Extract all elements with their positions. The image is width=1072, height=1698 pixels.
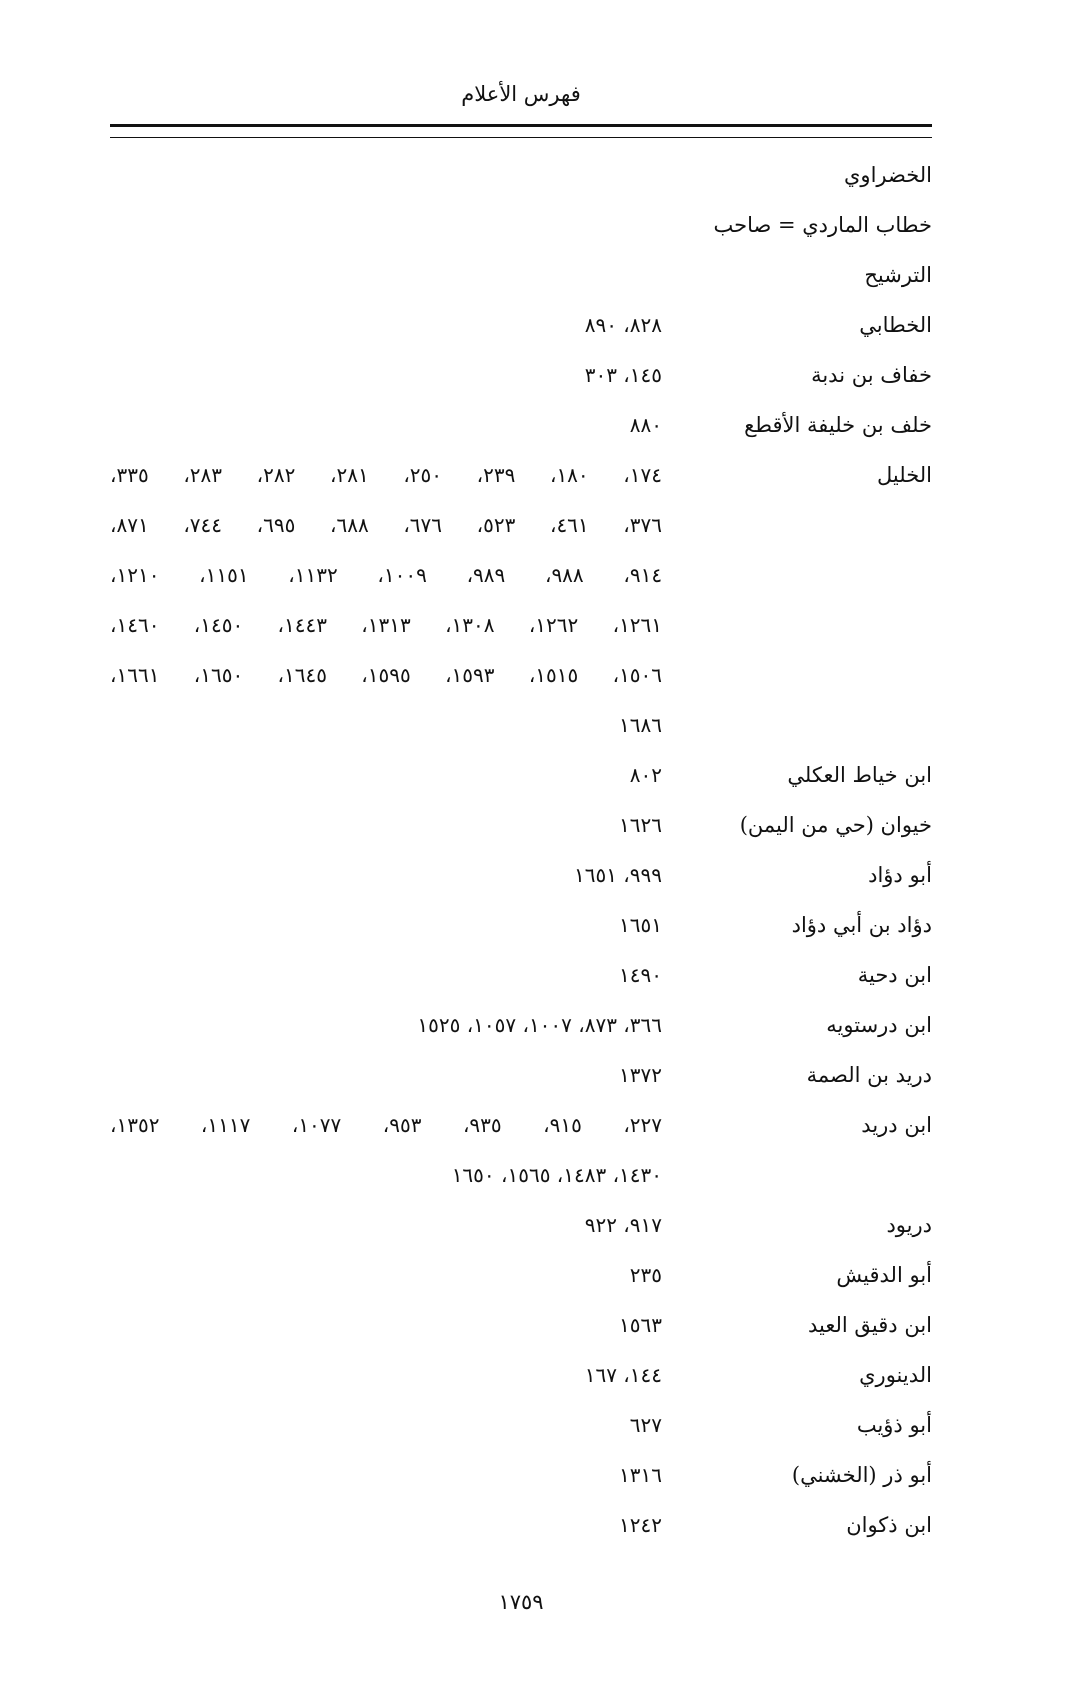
index-entry — [110, 950, 932, 1000]
page-numbers-line: ٩٩٩، ١٦٥١ — [573, 863, 662, 887]
index-entry — [110, 1500, 932, 1550]
index-list — [110, 150, 932, 1550]
page-numbers-line: ٢٢٧، ٩١٥، ٩٣٥، ٩٥٣، ١٠٧٧، ١١١٧، ١٣٥٢، — [110, 1113, 663, 1137]
index-entry — [110, 250, 932, 300]
entry-name: ابن درستويه — [826, 1013, 932, 1037]
page-number: ١٧٥٩ — [498, 1590, 544, 1614]
index-entry — [110, 1000, 932, 1050]
page-header-title: فهرس الأعلام — [461, 82, 581, 106]
entry-name: خيوان (حي من اليمن) — [739, 813, 932, 837]
entry-name: أبو ذر (الخشني) — [791, 1463, 932, 1487]
index-entry — [110, 1200, 932, 1250]
entry-name: ابن خياط العكلي — [787, 763, 932, 787]
entry-pages — [110, 150, 662, 200]
page-numbers-line: ١٣١٦ — [619, 1463, 662, 1487]
index-entry — [110, 1250, 932, 1300]
entry-name: ابن دريد — [861, 1113, 932, 1137]
index-entry — [110, 1100, 932, 1200]
entry-name: الترشيح — [864, 263, 932, 287]
entry-name: دريود — [886, 1213, 932, 1237]
entry-pages — [110, 1200, 662, 1250]
index-entry — [110, 400, 932, 450]
header-rule-thick — [110, 124, 932, 127]
page-numbers-line: ١٥٦٣ — [619, 1313, 662, 1337]
entry-pages — [110, 850, 662, 900]
entry-pages — [110, 350, 662, 400]
entry-pages — [110, 1400, 662, 1450]
entry-name: ابن ذكوان — [846, 1513, 932, 1537]
header-rule-thin — [110, 137, 932, 138]
page-numbers-line: ٩١٤، ٩٨٨، ٩٨٩، ١٠٠٩، ١١٣٢، ١١٥١، ١٢١٠، — [110, 563, 663, 587]
entry-pages — [110, 1050, 662, 1100]
index-entry — [110, 150, 932, 200]
entry-name: ابن دحية — [857, 963, 932, 987]
entry-name: دريد بن الصمة — [806, 1063, 932, 1087]
page-numbers-line: ١٦٥١ — [619, 913, 662, 937]
page-numbers-line: ١٤٣٠، ١٤٨٣، ١٥٦٥، ١٦٥٠ — [451, 1163, 662, 1187]
entry-pages — [110, 1500, 662, 1550]
entry-name: أبو دؤاد — [868, 863, 932, 887]
entry-name: أبو ذؤيب — [856, 1413, 932, 1437]
index-entry — [110, 800, 932, 850]
page-numbers-line: ١٥٠٦، ١٥١٥، ١٥٩٣، ١٥٩٥، ١٦٤٥، ١٦٥٠، ١٦٦١، — [110, 663, 663, 687]
entry-pages — [110, 1000, 662, 1050]
page-numbers-line: ٢٣٥ — [629, 1263, 662, 1287]
page-numbers-line: ٨٨٠ — [629, 413, 662, 437]
entry-name: ابن دقيق العيد — [808, 1313, 932, 1337]
entry-pages — [110, 1450, 662, 1500]
page-numbers-line: ١٤٩٠ — [619, 963, 662, 987]
index-entry — [110, 850, 932, 900]
page-numbers-line: ١٤٤، ١٦٧ — [584, 1363, 662, 1387]
page-numbers-line: ١٢٤٢ — [619, 1513, 662, 1537]
entry-pages — [110, 400, 662, 450]
entry-name: الخضراوي — [844, 163, 932, 187]
index-entry — [110, 750, 932, 800]
entry-name: خطاب الماردي = صاحب — [713, 213, 932, 237]
entry-pages — [110, 800, 662, 850]
entry-name: دؤاد بن أبي دؤاد — [791, 913, 932, 937]
page-numbers-line: ١٦٢٦ — [619, 813, 662, 837]
entry-name: الخطابي — [859, 313, 932, 337]
entry-pages — [110, 1350, 662, 1400]
page-numbers-line: ٦٢٧ — [629, 1413, 662, 1437]
entry-pages — [110, 250, 662, 300]
entry-name: الدينوري — [859, 1363, 932, 1387]
index-entry — [110, 1050, 932, 1100]
entry-name: خلف بن خليفة الأقطع — [744, 413, 932, 437]
index-entry — [110, 300, 932, 350]
entry-pages — [110, 1250, 662, 1300]
entry-pages — [110, 450, 662, 750]
page-numbers-line: ٣٦٦، ٨٧٣، ١٠٠٧، ١٠٥٧، ١٥٢٥ — [417, 1013, 662, 1037]
index-entry — [110, 1400, 932, 1450]
index-entry — [110, 900, 932, 950]
index-entry — [110, 350, 932, 400]
entry-pages — [110, 750, 662, 800]
entry-name: الخليل — [877, 463, 932, 487]
entry-pages — [110, 200, 662, 250]
page-numbers-line: ٩١٧، ٩٢٢ — [584, 1213, 662, 1237]
index-entry — [110, 1300, 932, 1350]
page-numbers-line: ٨٠٢ — [629, 763, 662, 787]
entry-name: أبو الدقيش — [836, 1263, 932, 1287]
entry-pages — [110, 1100, 662, 1200]
page-numbers-line: ١٤٥، ٣٠٣ — [584, 363, 662, 387]
page-numbers-line: ١٣٧٢ — [619, 1063, 662, 1087]
index-entry — [110, 200, 932, 250]
entry-pages — [110, 1300, 662, 1350]
index-entry — [110, 450, 932, 750]
entry-pages — [110, 900, 662, 950]
entry-pages — [110, 300, 662, 350]
page-numbers-line: ٣٧٦، ٤٦١، ٥٢٣، ٦٧٦، ٦٨٨، ٦٩٥، ٧٤٤، ٨٧١، — [110, 513, 662, 537]
entry-pages — [110, 950, 662, 1000]
index-entry — [110, 1450, 932, 1500]
entry-name: خفاف بن ندبة — [811, 363, 932, 387]
page-numbers-line: ١٧٤، ١٨٠، ٢٣٩، ٢٥٠، ٢٨١، ٢٨٢، ٢٨٣، ٣٣٥، — [110, 463, 662, 487]
page-numbers-line: ٨٢٨، ٨٩٠ — [584, 313, 662, 337]
index-entry — [110, 1350, 932, 1400]
page-numbers-line: ١٢٦١، ١٢٦٢، ١٣٠٨، ١٣١٣، ١٤٤٣، ١٤٥٠، ١٤٦٠، — [110, 613, 663, 637]
page-numbers-line: ١٦٨٦ — [619, 713, 662, 737]
